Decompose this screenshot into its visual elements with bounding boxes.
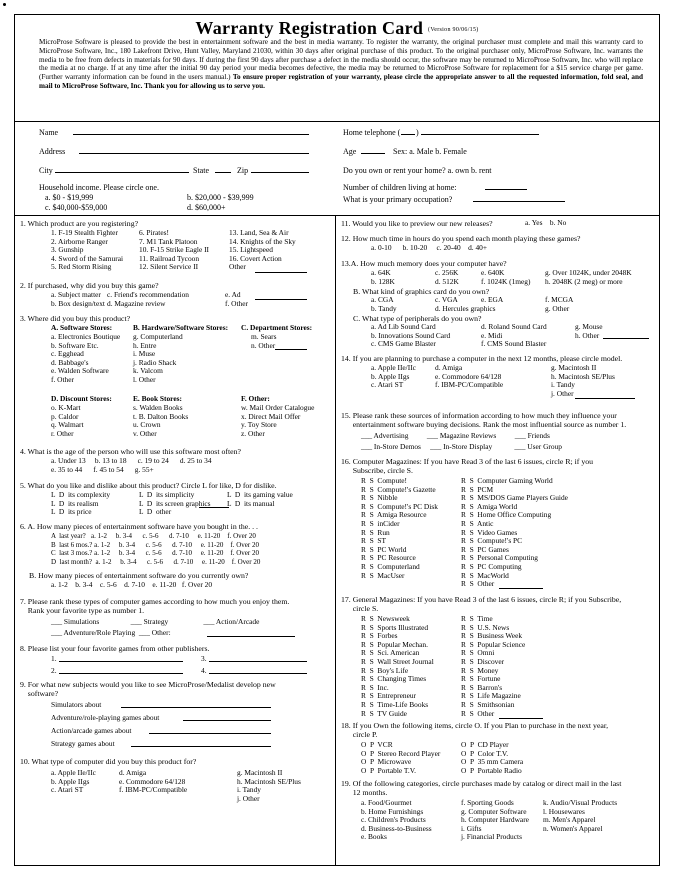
q15-options-row2[interactable]: ___ In-Store Demos ___ In-Store Display ___ User Group <box>361 442 562 451</box>
q13b-options-4[interactable]: f. MCGA g. Other <box>545 295 574 313</box>
q3-options-a[interactable]: a. Electronics Boutique b. Software Etc. c. Egghead d. Babbage's e. Walden Software f. Other <box>51 332 121 384</box>
q2-options-3[interactable]: e. Ad f. Other <box>225 290 248 308</box>
divider-middle <box>14 215 660 216</box>
q9-adventure-label: Adventure/role-playing games about <box>51 713 160 722</box>
q9-simulators-label: Simulators about <box>51 700 102 709</box>
q9-strategy-field[interactable] <box>131 746 271 747</box>
state-label: State <box>193 166 209 175</box>
age-label: Age <box>343 147 357 156</box>
q8-field-4[interactable] <box>209 673 307 674</box>
q3-options-b[interactable]: g. Computerland h. Entre i. Muse j. Radio Shack k. Valcom l. Other <box>133 332 183 384</box>
income-b[interactable]: b. $20,000 - $39,999 <box>187 193 254 202</box>
q3-heading-d: D. Discount Stores: <box>51 394 112 403</box>
q8-number-4: 4. <box>201 666 207 675</box>
q11-options[interactable]: a. Yes b. No <box>525 218 567 227</box>
area-code-field[interactable] <box>401 134 415 135</box>
sex-options[interactable]: Sex: a. Male b. Female <box>393 147 467 156</box>
q18-options-1[interactable]: O P VCR O P Stereo Record Player O P Microwave O P Portable T.V. <box>361 740 441 775</box>
q9-action-field[interactable] <box>149 733 271 734</box>
q16-options-1[interactable]: R S Compute! R S Compute!'s Gazette R S Nibble R S Compute!'s PC Disk R S Amiga Resource R S inCider R S Run R S ST R S PC World R S PC Resource R S Computerland R S MacUser <box>361 476 438 580</box>
q19-question: 19. Of the following categories, circle purchases made by catalog or direct mail in the last 12 months. <box>341 779 622 797</box>
q17-options-1[interactable]: R S Newsweek R S Sports Illustrated R S Forbes R S Popular Mechan. R S Sci. American R S Wall Street Journal R S Boy's Life R S Changing Times R S Inc. R S Entrepreneur R S Time-Life Books R S TV Guide <box>361 614 434 718</box>
q16-options-2[interactable]: R S Computer Gaming World R S PCM R S MS/DOS Game Players Guide R S Amiga World R S Home Office Computing R S Antic R S Video Games R S Compute!'s PC R S PC Games R S Personal Computing R S PC Computing R S MacWorld R S Other <box>461 476 568 589</box>
q1-question: 1. Which product are you registering? <box>20 219 139 228</box>
q8-number-2: 2. <box>51 666 57 675</box>
q13c-other-field[interactable] <box>603 338 649 339</box>
zip-label: Zip <box>237 166 249 175</box>
city-field[interactable] <box>55 172 189 173</box>
income-a[interactable]: a. $0 - $19,999 <box>45 193 94 202</box>
q13b-question: B. What kind of graphics card do you own? <box>353 287 490 296</box>
q8-number-3: 3. <box>201 654 207 663</box>
q8-number-1: 1. <box>51 654 57 663</box>
q1-other-field[interactable] <box>255 272 307 273</box>
q19-options-1[interactable]: a. Food/Gourmet b. Home Furnishings c. Children's Products d. Business-to-Business e. Books <box>361 798 432 842</box>
q7-question: 7. Please rank these types of computer games according to how much you enjoy them. Rank your favorite type as number 1. <box>20 597 290 615</box>
q9-strategy-label: Strategy games about <box>51 739 115 748</box>
name-label: Name <box>39 128 59 137</box>
q9-question: 9. For what new subjects would you like to see MicroProse/Medalist develop new software? <box>20 680 276 698</box>
q4-options-row2[interactable]: e. 35 to 44 f. 45 to 54 g. 55+ <box>51 465 154 474</box>
q6b-options[interactable]: a. 1-2 b. 3-4 c. 5-6 d. 7-10 e. 11-20 f. Over 20 <box>51 580 213 589</box>
children-field[interactable] <box>485 189 527 190</box>
q12-question: 12. How much time in hours do you spend each month playing these games? <box>341 234 581 243</box>
q4-question: 4. What is the age of the person who will use this software most often? <box>20 447 241 456</box>
q3-heading-f: F. Other: <box>241 394 270 403</box>
q10-options-1[interactable]: a. Apple IIe/IIc b. Apple IIgs c. Atari ST <box>51 768 96 795</box>
q18-question: 18. If you Own the following items, circle O. If you Plan to purchase in the next year, circle P. <box>341 721 609 739</box>
q9-adventure-field[interactable] <box>183 720 271 721</box>
q14-other-field[interactable] <box>575 398 635 399</box>
q1-options-1[interactable]: 1. F-19 Stealth Fighter 2. Airborne Ranger 3. Gunship 4. Sword of the Samurai 5. Red Storm Rising <box>51 228 124 272</box>
scan-mark <box>3 3 6 6</box>
household-label: Household income. Please circle one. <box>39 183 159 192</box>
q17-other-field[interactable] <box>499 718 543 719</box>
q13a-options-1[interactable]: a. 64K b. 128K <box>371 268 395 286</box>
q5-question: 5. What do you like and dislike about this product? Circle L for like, D for dislike. <box>20 481 277 490</box>
q3-question: 3. Where did you buy this product? <box>20 314 131 323</box>
q13a-options-4[interactable]: g. Over 1024K, under 2048K h. 2048K (2 meg) or more <box>545 268 632 286</box>
q16-other-field[interactable] <box>499 588 543 589</box>
q8-field-1[interactable] <box>59 661 183 662</box>
q2-question: 2. If purchased, why did you buy this game? <box>20 281 159 290</box>
q7-other-field[interactable] <box>207 636 295 637</box>
q5-other-field[interactable] <box>199 507 229 508</box>
q13c-options-2[interactable]: d. Roland Sound Card e. Midi f. CMS Sound Blaster <box>481 322 547 349</box>
column-divider <box>335 215 336 866</box>
q13c-options-1[interactable]: a. Ad Lib Sound Card b. Innovations Sound Card c. CMS Game Blaster <box>371 322 451 349</box>
income-d[interactable]: d. $60,000+ <box>187 203 226 212</box>
q16-question: 16. Computer Magazines: If you have Read 3 of the last 6 issues, circle R; if you Subscribe, circle S. <box>341 457 594 475</box>
city-label: City <box>39 166 53 175</box>
q10-options-3[interactable]: g. Macintosh II h. Macintosh SE/Plus i. Tandy j. Other <box>237 768 301 803</box>
q17-question: 17. General Magazines: If you have Read 3 of the last 6 issues, circle R; if you Subscribe, circle S. <box>341 595 622 613</box>
phone-label: Home telephone ( <box>343 128 401 137</box>
q5-options-1[interactable]: L D its complexity L D its realism L D its price <box>51 490 111 517</box>
q17-options-2[interactable]: R S Time R S U.S. News R S Business Week R S Popular Science R S Omni R S Discover R S Money R S Fortune R S Barron's R S Life Magazine R S Smithsonian R S Other <box>461 614 526 718</box>
q13c-options-3[interactable]: g. Mouse h. Other <box>575 322 603 340</box>
phone-field[interactable] <box>421 134 539 135</box>
q3-heading-e: E. Book Stores: <box>133 394 182 403</box>
q14-options-1[interactable]: a. Apple IIe/IIc b. Apple IIgs c. Atari ST <box>371 363 416 390</box>
phone-close: ) <box>416 128 419 137</box>
q13b-options-2[interactable]: c. VGA d. Hercules graphics <box>435 295 496 313</box>
q1-options-2[interactable]: 6. Pirates! 7. M1 Tank Platoon 10. F-15 Strike Eagle II 11. Railroad Tycoon 12. Silent Service II <box>139 228 209 272</box>
q18-options-2[interactable]: O P CD Player O P Color T.V. O P 35 mm Camera O P Portable Radio <box>461 740 524 775</box>
address-label: Address <box>39 147 66 156</box>
q13-question: 13.A. How much memory does your computer have? <box>341 259 507 268</box>
q13a-options-3[interactable]: e. 640K f. 1024K (1meg) <box>481 268 531 286</box>
q1-options-3[interactable]: 13. Land, Sea & Air 14. Knights of the Sky 15. Lightspeed 16. Covert Action Other <box>229 228 296 272</box>
q4-options-row1[interactable]: a. Under 13 b. 13 to 18 c. 19 to 24 d. 25 to 34 <box>51 456 212 465</box>
q6-question: 6. A. How many pieces of entertainment software have you bought in the. . . <box>20 522 258 531</box>
divider-top <box>14 121 660 122</box>
q15-options-row1[interactable]: ___ Advertising ___ Magazine Reviews ___ Friends <box>361 431 550 440</box>
q7-options-row2[interactable]: ___ Adventure/Role Playing ___ Other: <box>51 628 171 637</box>
q3-heading-c: C. Department Stores: <box>241 323 313 332</box>
q9-simulators-field[interactable] <box>121 707 271 708</box>
income-c[interactable]: c. $40,000-$59,000 <box>45 203 108 212</box>
q3-options-f[interactable]: w. Mail Order Catalogue x. Direct Mail Offer y. Toy Store z. Other <box>241 403 315 438</box>
age-field[interactable] <box>361 153 385 154</box>
q2-other-field[interactable] <box>255 299 307 300</box>
q15-question: 15. Please rank these sources of information according to how much they influence your entertainment software buying decisions. Rank the most influential source as number 1. <box>341 411 627 429</box>
q8-question: 8. Please list your four favorite games from other publishers. <box>20 644 210 653</box>
q14-options-3[interactable]: g. Macintosh II h. Macintosh SE/Plus i. Tandy j. Other <box>551 363 615 398</box>
q19-options-2[interactable]: f. Sporting Goods g. Computer Software h. Computer Hardware i. Gifts j. Financial Products <box>461 798 529 842</box>
q13c-question: C. What type of peripherals do you own? <box>353 314 482 323</box>
q5-options-3[interactable]: L D its gaming value L D its manual <box>227 490 293 508</box>
q10-question: 10. What type of computer did you buy this product for? <box>20 757 197 766</box>
q14-options-2[interactable]: d. Amiga e. Commodore 64/128 f. IBM-PC/Compatible <box>435 363 504 390</box>
q3-options-e[interactable]: s. Walden Books t. B. Dalton Books u. Crown v. Other <box>133 403 189 438</box>
version-label: (Version 90/06/15) <box>428 26 479 33</box>
q9-action-label: Action/arcade games about <box>51 726 132 735</box>
q3-dept-other-field[interactable] <box>275 349 307 350</box>
q13b-options-1[interactable]: a. CGA b. Tandy <box>371 295 397 313</box>
q3-heading-b: B. Hardware/Software Stores: <box>133 323 229 332</box>
zip-field[interactable] <box>251 172 309 173</box>
name-field[interactable] <box>73 134 309 135</box>
children-label: Number of children living at home: <box>343 183 457 192</box>
q12-options[interactable]: a. 0-10 b. 10-20 c. 20-40 d. 40+ <box>371 243 488 252</box>
q6-options[interactable]: A last year? a. 1-2 b. 3-4 c. 5-6 d. 7-10 e. 11-20 f. Over 20 B last 6 mos.? a. 1-2 b. 3-4 c. 5-6 d. 7-10 e. 11-20 f. Over 20 C last 3 mos.? a. 1-2 b. 3-4 c. 5-6 d. 7-10 e. 11-20 f. Over 20 D last month? a. 1-2 b. 3-4 c. 5-6 d. 7-10 e. 11-20 f. Over 20 <box>51 532 261 566</box>
q8-field-2[interactable] <box>59 673 183 674</box>
occupation-field[interactable] <box>473 201 565 202</box>
q3-heading-a: A. Software Stores: <box>51 323 113 332</box>
warranty-card <box>14 14 660 866</box>
occupation-label: What is your primary occupation? <box>343 195 453 204</box>
q13b-options-3[interactable]: e. EGA <box>481 295 504 304</box>
q3-options-d[interactable]: o. K-Mart p. Caldor q. Walmart r. Other <box>51 403 84 438</box>
address-field[interactable] <box>79 153 309 154</box>
q11-question: 11. Would you like to preview our new releases? <box>341 219 493 228</box>
q10-options-2[interactable]: d. Amiga e. Commodore 64/128 f. IBM-PC/Compatible <box>119 768 188 795</box>
q13a-options-2[interactable]: c. 256K d. 512K <box>435 268 459 286</box>
state-field[interactable] <box>215 172 231 173</box>
q14-question: 14. If you are planning to purchase a computer in the next 12 months, please circle model. <box>341 354 623 363</box>
intro-paragraph: MicroProse Software is pleased to provide the best in entertainment software and the best in media warranty. To register the warranty, the original purchaser must complete and mail this warranty card to MicroProse Software, Inc., 180 Lakefront Drive, Hunt Valley, Maryland 21030, within 30 days after original purchase of this product. To the original purchaser only, MicroProse Software, Inc. warrants the media to be free from defects in materials for 90 days. If during the first 90 days after purchase a defect in the media should occur, the software may be returned to MicroProse Software, Inc. who will replace the media at no charge. If at any time after the initial 90 day period your media becomes defective, the media may be returned to MicroProse Software for replacement for a $15 service charge per game. (Further warranty information can be found in the users manual.) To ensure proper registration of your warranty, please circle the appropriate answer to all the requested information, fold seal, and mail to MicroProse Software, Inc. Thank you for allowing us to serve you. <box>39 38 643 90</box>
q5-options-2[interactable]: L D its simplicity L D its screen graphics L D other <box>139 490 211 517</box>
q6b-question: B. How many pieces of entertainment software do you currently own? <box>29 571 249 580</box>
own-rent-options[interactable]: Do you own or rent your home? a. own b. rent <box>343 166 492 175</box>
q7-options-row1[interactable]: ___ Simulations ___ Strategy ___ Action/Arcade <box>51 617 260 626</box>
card-title: Warranty Registration Card (Version 90/06/15) <box>195 18 479 38</box>
q2-options-2[interactable]: c. Friend's recommendation d. Magazine review <box>107 290 189 308</box>
q3-options-c[interactable]: m. Sears n. Other <box>251 332 277 350</box>
q19-options-3[interactable]: k. Audio/Visual Products l. Housewares m. Men's Apparel n. Women's Apparel <box>543 798 618 833</box>
q8-field-3[interactable] <box>209 661 307 662</box>
q2-options-1[interactable]: a. Subject matter b. Box design/text <box>51 290 105 308</box>
